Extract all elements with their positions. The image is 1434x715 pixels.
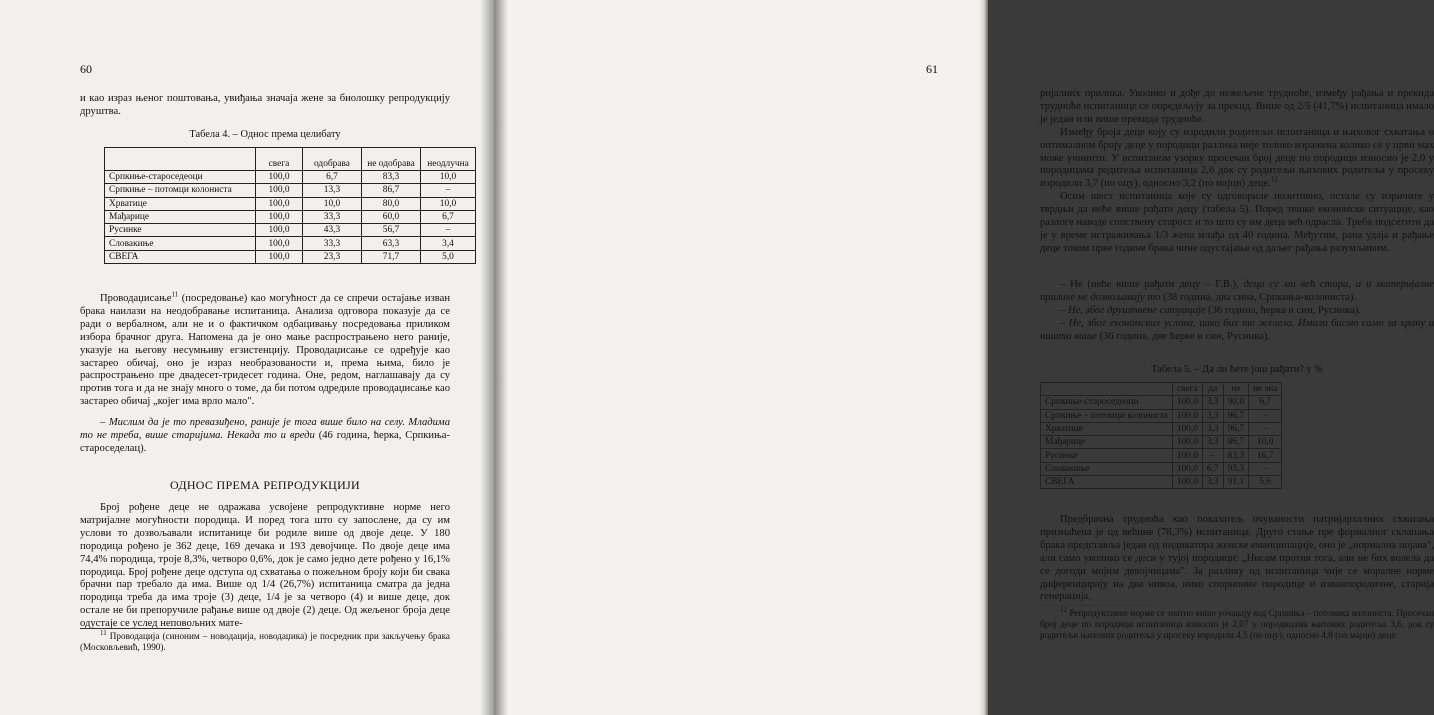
page-edge — [978, 0, 988, 715]
footnote-number: 11 — [100, 628, 107, 637]
table-row — [1041, 409, 1282, 422]
table-cell: Српкиње – потомци колониста — [1041, 409, 1173, 422]
table-cell: Русинке — [105, 224, 256, 237]
table-cell: 3,3 — [1202, 409, 1223, 422]
footnote-text: Проводација (синоним – новодација, новодаџика) је посредник при закључењу брака (Московљевић, 1990). — [80, 631, 450, 653]
table-cell: – — [1249, 422, 1282, 435]
table-cell: 100,0 — [256, 250, 303, 263]
paragraph: и као израз њеног поштовања, увиђања значаја жене за биолошку репродукцију друштва. — [80, 93, 450, 117]
quote-attribution: (46 година, ћерка, Српкиња-староседелац). — [80, 429, 450, 454]
paragraph: Број рођене деце не одражава усвојене репродуктивне норме него матријалне могућности породица. И поред тога што су запослене, да су им услови то дозвољавали испитанице би родиле више од двоје деце. У 180 породица рођено је 362 деце, 169 дечака и 193 девојчице. По двоје деце има 74,4% породица, троје 8,3%, четворо 0,6%, док је само једно дете рођено у 16,1% породица. Број рођене деце одступа од схватања о пожељном броју који би свака брачни пар требало да има. Више од 1/4 (26,7%) испитаница сматра да једна породица треба да има троје (3) деце, 1/4 је за четворо (4) и више деце, док остале не би препоручиле рађање више од двоје (2) деце. Од жељеног броја деце одустаје се услед неповољних мате- — [80, 502, 450, 630]
paragraph: ријалних прилика. Уколико и дође до нежељене трудноће, између рађања и прекида трудноће испитанице се опредељују за прекид. Више од 2/5 (41,7%) испитаница имало је један или више прекида трудноће. — [1040, 88, 1434, 125]
table-cell: 100,0 — [256, 237, 303, 250]
quote-attribution: (36 година, две ћерке и син, Русинка). — [1096, 330, 1271, 342]
table-cell: Мађарице — [105, 210, 256, 223]
quote-text: деца су ми већ стара, а и материјалне прилике не дозвољавају то — [1040, 279, 1434, 303]
table-cell: Словакиње — [1041, 462, 1173, 475]
table-cell: – — [1249, 409, 1282, 422]
table-header-row — [105, 148, 476, 171]
table-cell: 100,0 — [1172, 462, 1202, 475]
table-cell: 10,0 — [1249, 436, 1282, 449]
table-caption: Табела 5. – Да ли ћете још рађати? у % — [1151, 364, 1323, 375]
table-cell: 83,3 — [1223, 449, 1248, 462]
table-cell: 13,3 — [303, 184, 362, 197]
table-cell: – — [1202, 449, 1223, 462]
table-cell: 83,3 — [362, 171, 421, 184]
table-cell: 100,0 — [256, 171, 303, 184]
table-row — [1041, 449, 1282, 462]
paragraph — [1040, 127, 1434, 192]
paragraph-body: (посредовање) као могућност да се спречи остајање изван брака наилази на неодобравање испитаница. Анализа одговора показује да се ради о вербалном, али не и о фактичком одбацивању посредовања приликом избора брачног друга. Напомена да је оно мање распрострањено него раније, указује на његову несумњиву егзистенцију. Проводаџисање се одређује као застарео обичај, оно је израз необразованости и, према њима, било је распрострањено пре двадесет-тридесет година. Оне, редом, наглашавају да су против тога и да не знају много о томе, да би потом одредиле проводаџисање као застарео обичај „којег има врло мало". — [80, 293, 450, 408]
table-row — [105, 237, 476, 250]
reproduction-table — [1040, 382, 1282, 489]
footnote-number: 12 — [1060, 605, 1067, 614]
table-row — [1041, 462, 1282, 475]
table-cell: 93,3 — [1223, 462, 1248, 475]
table-header-cell: да — [1202, 383, 1223, 396]
table-row — [105, 224, 476, 237]
table-cell: – — [1249, 462, 1282, 475]
table-cell: 100,0 — [1172, 449, 1202, 462]
table-cell: 5,0 — [421, 250, 476, 263]
table-cell: 80,0 — [362, 197, 421, 210]
footnote-text: Репродуктивне норме се знатно више уочавају код Српкиња – потомака колониста. Просечан број деце по породици испитаница износио је 2,07 у породицама њихових родитеља 3,6, док су родитељи њихових родитеља у просеку изродили 4,5 (по оцу), односно 4,8 (по мајци) деце. — [1040, 608, 1434, 641]
page-number: 60 — [80, 62, 92, 76]
table-cell: 96,7 — [1223, 422, 1248, 435]
celibacy-table — [104, 147, 476, 264]
table-cell: СВЕГА — [1041, 476, 1173, 489]
table-cell: 86,7 — [362, 184, 421, 197]
table-cell: 33,3 — [303, 237, 362, 250]
table-row — [1041, 436, 1282, 449]
quote-text: – Мислим да је то превазиђено, раније је тога више било на селу. Младима то не треба, више старијима. Некада то и вреди — [80, 417, 450, 441]
table-cell: 43,3 — [303, 224, 362, 237]
table-cell: 100,0 — [1172, 436, 1202, 449]
footnote-divider — [1040, 605, 1150, 606]
table-cell: 63,3 — [362, 237, 421, 250]
table-cell: 60,0 — [362, 210, 421, 223]
table-cell: 3,3 — [1202, 396, 1223, 409]
table-cell: – — [421, 224, 476, 237]
table-cell: 6,7 — [1249, 396, 1282, 409]
paragraph-body: Између броја деце коју су изродили родитељи испитаница и њиховог схватања о оптималном броју деце у породици разлика није толико изражена колико се у први мах може учинити. У испитаном узорку просечан број деце по породици износио је 2,0 у породицама родитеља испитаница 2,6 док су родитељи њихових родитеља у просеку изродили 3,7 (по оцу), односно 3,2 (по мајци) деце. — [1040, 126, 1434, 190]
table-row — [105, 171, 476, 184]
section-heading: ОДНОС ПРЕМА РЕПРОДУКЦИЈИ — [169, 478, 360, 492]
right-page — [494, 0, 1434, 715]
table-header-cell: неодлучна — [421, 148, 476, 171]
table-cell: 71,7 — [362, 250, 421, 263]
quote-prefix: – — [1060, 317, 1069, 329]
table-cell: – — [421, 184, 476, 197]
table-cell: 6,7 — [1202, 462, 1223, 475]
table-header-cell: не — [1223, 383, 1248, 396]
table-cell: 3,4 — [421, 237, 476, 250]
table-cell: СВЕГА — [105, 250, 256, 263]
interview-quote — [1040, 279, 1434, 305]
quote-text: Не, због друштвене ситуације — [1067, 304, 1206, 316]
table-cell: 100,0 — [1172, 422, 1202, 435]
table-cell: 100,0 — [256, 197, 303, 210]
table-cell: 90,0 — [1223, 396, 1248, 409]
gutter-shadow — [480, 0, 494, 715]
table-cell: 100,0 — [256, 224, 303, 237]
page-number: 61 — [926, 62, 938, 76]
table-row — [105, 197, 476, 210]
footnote-ref: 12 — [1270, 175, 1278, 184]
table-cell: 56,7 — [362, 224, 421, 237]
paragraph: Предбрачна трудноћа као показатељ очуваности патријархалних схватања признаћена је од већине (78,3%) испитаница. Друго стање пре формалног склапања брака представља један од индикатора женске еманципације, оно је „нормална појава", али само уколико се деси у тујој породици: „Нисам против тога, али не бих волела да се догоди мојим девојчицама". За разлику од испитаница чије се моралне норме диференцирају на два нивоа, нико спорноние породице и изванпородичне, старија генерација, — [1040, 514, 1434, 603]
interview-quote — [1040, 318, 1434, 344]
table-row — [105, 210, 476, 223]
table-cell: 33,3 — [303, 210, 362, 223]
table-cell: Мађарице — [1041, 436, 1173, 449]
text-block — [1040, 88, 1434, 256]
quote-prefix: – — [1060, 304, 1068, 316]
interview-quote — [80, 417, 450, 456]
table-cell: 10,0 — [303, 197, 362, 210]
quote-prefix: – Не (неће више рађати децу – Г.В.), — [1060, 279, 1244, 290]
table-header-cell: свега — [1172, 383, 1202, 396]
quote-text: Не, због економских услова, иако бих то желела. Имали бисмо само за храну и ништа више — [1040, 317, 1434, 342]
table-cell: Словакиње — [105, 237, 256, 250]
table-row — [1041, 396, 1282, 409]
footnote-ref: 11 — [171, 290, 179, 299]
table-header-cell: одобрава — [303, 148, 362, 171]
table-cell: 5,6 — [1249, 476, 1282, 489]
table-cell: Српкиње-староседеоци — [1041, 396, 1173, 409]
paragraph: Осим шест испитаница које су одговориле позитивно, остале су изричите у тврдњи да неће више рађати децу (табела 5). Поред тешке економске ситуације, као разлоге наводе сопствену старост и то што су им деца већ одрасла. Треба подсетити да је у време истраживања 1/3 жена млађа од 40 година. Међутим, рана удаја и рађање деце током прве године брака чине одустајање од даљег рађања разумљивим. — [1040, 191, 1434, 254]
left-page — [0, 0, 494, 715]
table-cell: 86,7 — [1223, 436, 1248, 449]
table-cell: 6,7 — [303, 171, 362, 184]
table-cell: 100,0 — [256, 210, 303, 223]
footnote — [80, 628, 450, 653]
gutter-shadow — [494, 0, 508, 715]
interview-quote — [1040, 305, 1434, 318]
table-cell: Српкиње – потомци колониста — [105, 184, 256, 197]
table-cell: 23,3 — [303, 250, 362, 263]
table-header-cell — [105, 148, 256, 171]
quote-attribution: (36 година, ћерка и син, Русинка). — [1205, 304, 1362, 316]
table-header-cell — [1041, 383, 1173, 396]
table-cell: 6,7 — [421, 210, 476, 223]
table-row — [105, 184, 476, 197]
table-row — [1041, 422, 1282, 435]
table-cell: 16,7 — [1249, 449, 1282, 462]
table-header-row — [1041, 383, 1282, 396]
table-cell: 96,7 — [1223, 409, 1248, 422]
paragraph — [80, 290, 450, 409]
paragraph-lead: Проводаџисање — [100, 293, 172, 304]
table-cell: 100,0 — [1172, 409, 1202, 422]
table-cell: 100,0 — [1172, 396, 1202, 409]
table-header-cell: свега — [256, 148, 303, 171]
table-cell: 3,3 — [1202, 476, 1223, 489]
table-cell: Хрватице — [105, 197, 256, 210]
table-header-cell: не одобрава — [362, 148, 421, 171]
interview-quotes — [1040, 279, 1434, 344]
table-cell: Српкиње-староседеоци — [105, 171, 256, 184]
table-total-row — [1041, 476, 1282, 489]
table-caption: Табела 4. – Однос према целибату — [189, 129, 341, 140]
table-cell: 10,0 — [421, 171, 476, 184]
table-cell: Русинке — [1041, 449, 1173, 462]
table-header-cell: не зна — [1249, 383, 1282, 396]
footnote-divider — [80, 628, 190, 629]
table-cell: 3,3 — [1202, 436, 1223, 449]
table-cell: 10,0 — [421, 197, 476, 210]
table-cell: Хрватице — [1041, 422, 1173, 435]
footnote — [1040, 605, 1434, 642]
table-cell: 100,0 — [1172, 476, 1202, 489]
quote-attribution: (38 година, два сина, Српкиња-колониста). — [1160, 291, 1357, 303]
table-cell: 3,3 — [1202, 422, 1223, 435]
table-total-row — [105, 250, 476, 263]
table-cell: 91,1 — [1223, 476, 1248, 489]
table-cell: 100,0 — [256, 184, 303, 197]
